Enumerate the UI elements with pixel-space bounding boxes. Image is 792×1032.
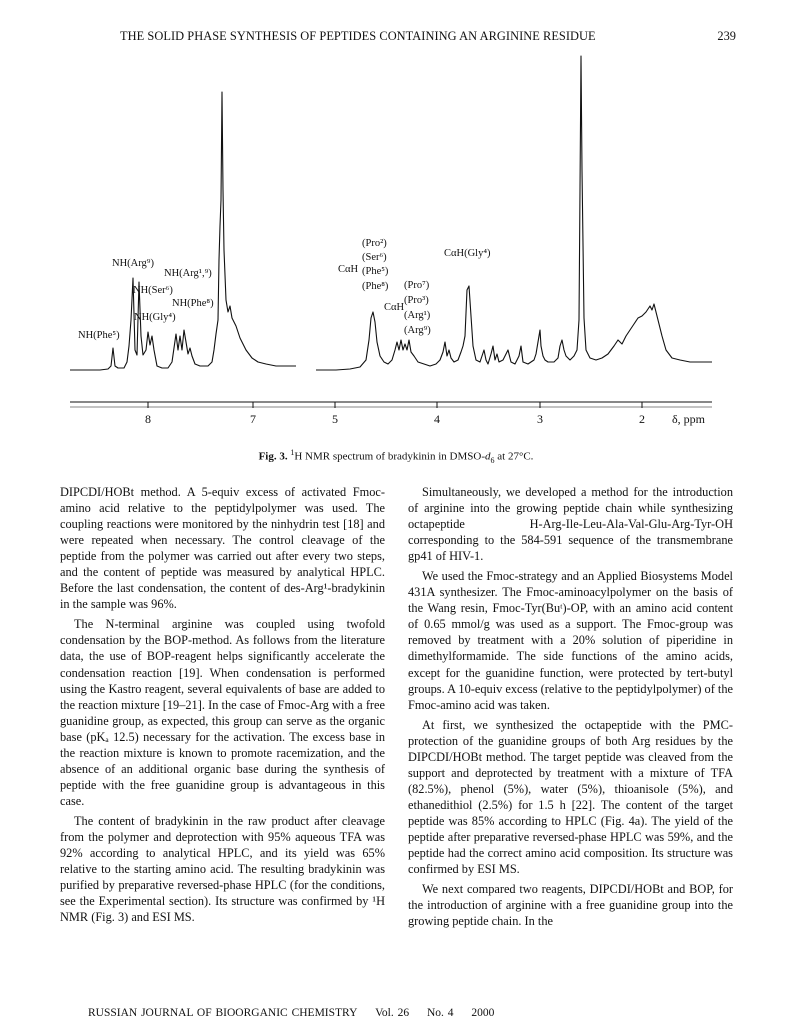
peak-label-nh-gly4: NH(Gly⁴)	[134, 312, 176, 323]
running-title: THE SOLID PHASE SYNTHESIS OF PEPTIDES CONTAINING AN ARGININE RESIDUE	[120, 29, 596, 43]
paragraph: The content of bradykinin in the raw product after cleavage from the polymer and deprotection with 95% aqueous TFA was 92% according to analytical HPLC, and its yield was 65% relative to the starting amino acid. The resulting bradykinin was purified by preparative reversed-phase HPLC (for the conditions, see the Experimental section). Its structure was confirmed by ¹H NMR (Fig. 3) and ESI MS.	[60, 813, 385, 925]
body-column-right	[408, 484, 733, 933]
spectrum-trace-left	[70, 92, 296, 370]
caption-label: Fig. 3.	[258, 450, 288, 463]
running-header	[60, 29, 736, 47]
peak-label-nh-ser6: NH(Ser⁶)	[133, 285, 173, 296]
peak-label-arg9: (Arg⁹)	[404, 325, 431, 336]
axis-label-3: 3	[537, 412, 543, 426]
axis-label-8: 8	[145, 412, 151, 426]
paragraph: We used the Fmoc-strategy and an Applied Biosystems Model 431A synthesizer. The Fmoc-aminoacylpolymer on the basis of the Wang resin, Fmoc-Tyr(Buᵗ)-OP, with an amino acid content of 0.65 mmol/g was used as a support. The Fmoc-group was removed by treatment with a 20% solution of piperidine in dimethylformamide. The side functions of the amino acids, except for the guanidine function, were protected by tert-butyl groups. A 10-equiv excess (relative to the peptidylpolymer) of the Fmoc-amino acid was taken.	[408, 569, 733, 712]
caption-text: H NMR spectrum of bradykinin in DMSO-	[294, 450, 485, 463]
body-column-left	[60, 484, 385, 929]
journal-number: No. 4	[426, 1007, 454, 1019]
caption-tail: at 27°C.	[494, 450, 534, 463]
peak-label-arg1: (Arg¹)	[404, 310, 431, 321]
caption-sub: 6	[490, 455, 495, 465]
peak-label-pro2: (Pro²)	[362, 238, 387, 249]
running-footer	[88, 1007, 508, 1019]
paragraph: DIPCDI/HOBt method. A 5-equiv excess of activated Fmoc-amino acid relative to the peptidylpolymer was used. The coupling reactions were monitored by the ninhydrin test [18] and were repeated when necessary. The control cleavage of the peptide from the polymer was carried out after every two steps, and the content of peptide was measured by analytical HPLC. Before the last condensation, the content of des-Arg¹-bradykinin in the sample was 96%.	[60, 485, 385, 612]
axis-unit: δ, ppm	[672, 412, 705, 426]
caption-symbol: d	[485, 450, 491, 463]
page-number: 239	[717, 29, 736, 43]
journal-volume: Vol. 26	[375, 1007, 410, 1019]
peak-label-phe5: (Phe⁵)	[362, 266, 389, 277]
figure-caption	[0, 448, 792, 465]
axis-label-2: 2	[639, 412, 645, 426]
peak-label-nh-phe5: NH(Phe⁵)	[78, 330, 120, 341]
peak-label-ser6: (Ser⁶)	[362, 252, 387, 263]
peak-label-nh-phe8: NH(Phe⁸)	[172, 298, 214, 309]
axis-label-5: 5	[332, 412, 338, 426]
paragraph: At first, we synthesized the octapeptide with the PMC-protection of the guanidine groups of both Arg residues by the DIPCDI/HOBt method. The target peptide was cleaved from the support and deprotected by treatment with a mixture of TFA (82.5%), phenol (5%), water (5%), thioanisole (5%), and ethanedithiol (2.5%) for 1.5 h [22]. The content of the target peptide was 85% according to HPLC (Fig. 4a). The yield of the peptide after preparative reversed-phase HPLC was 59%, and the peptide had the correct amino acid composition. Its structure was confirmed by ESI MS.	[408, 717, 733, 877]
peak-label-nh-arg9: NH(Arg⁹)	[112, 258, 154, 269]
peak-label-calpha-h-2: CαH	[384, 302, 405, 313]
journal-year: 2000	[471, 1007, 495, 1019]
peak-label-calpha-h-gly4: CαH(Gly⁴)	[444, 248, 491, 259]
nmr-spectrum-figure	[0, 50, 792, 440]
peak-label-pro3: (Pro³)	[404, 295, 429, 306]
peak-label-nh-arg19: NH(Arg¹,⁹)	[164, 268, 212, 279]
peak-label-pro7: (Pro⁷)	[404, 280, 430, 291]
axis-label-4: 4	[434, 412, 440, 426]
axis-label-7: 7	[250, 412, 256, 426]
paragraph: The N-terminal arginine was coupled using twofold condensation by the BOP-method. As follows from the literature data, the use of BOP-reagent helps significantly accelerate the condensation reaction [19]. When condensation is performed using the Kastro reagent, several equivalents of base are added to the reaction mixture [19–21]. In the case of Fmoc-Arg with a free guanidine group, as expected, this group can serve as the organic base (pKₐ 12.5) necessary for the activation. The excess base in the reaction mixture is known to promote racemization, and the absence of an additional organic base during the synthesis of peptide with the free guanidine group is advantageous in this case.	[60, 617, 385, 808]
paragraph: Simultaneously, we developed a method for the introduction of arginine into the growing peptide chain while synthesizing octapeptide H-Arg-Ile-Leu-Ala-Val-Glu-Arg-Tyr-OH corresponding to the 584-591 sequence of the transmembrane gp41 of HIV-1.	[408, 485, 733, 564]
caption-sup: 1	[290, 448, 295, 457]
peak-label-phe8: (Phe⁸)	[362, 281, 389, 292]
spectrum-trace-right	[316, 56, 712, 370]
peak-label-calpha-h-1: CαH	[338, 264, 359, 275]
journal-name: RUSSIAN JOURNAL OF BIOORGANIC CHEMISTRY	[88, 1007, 358, 1019]
paragraph: We next compared two reagents, DIPCDI/HOBt and BOP, for the introduction of arginine with a free guanidine group into the growing peptide chain. In the	[408, 882, 733, 929]
